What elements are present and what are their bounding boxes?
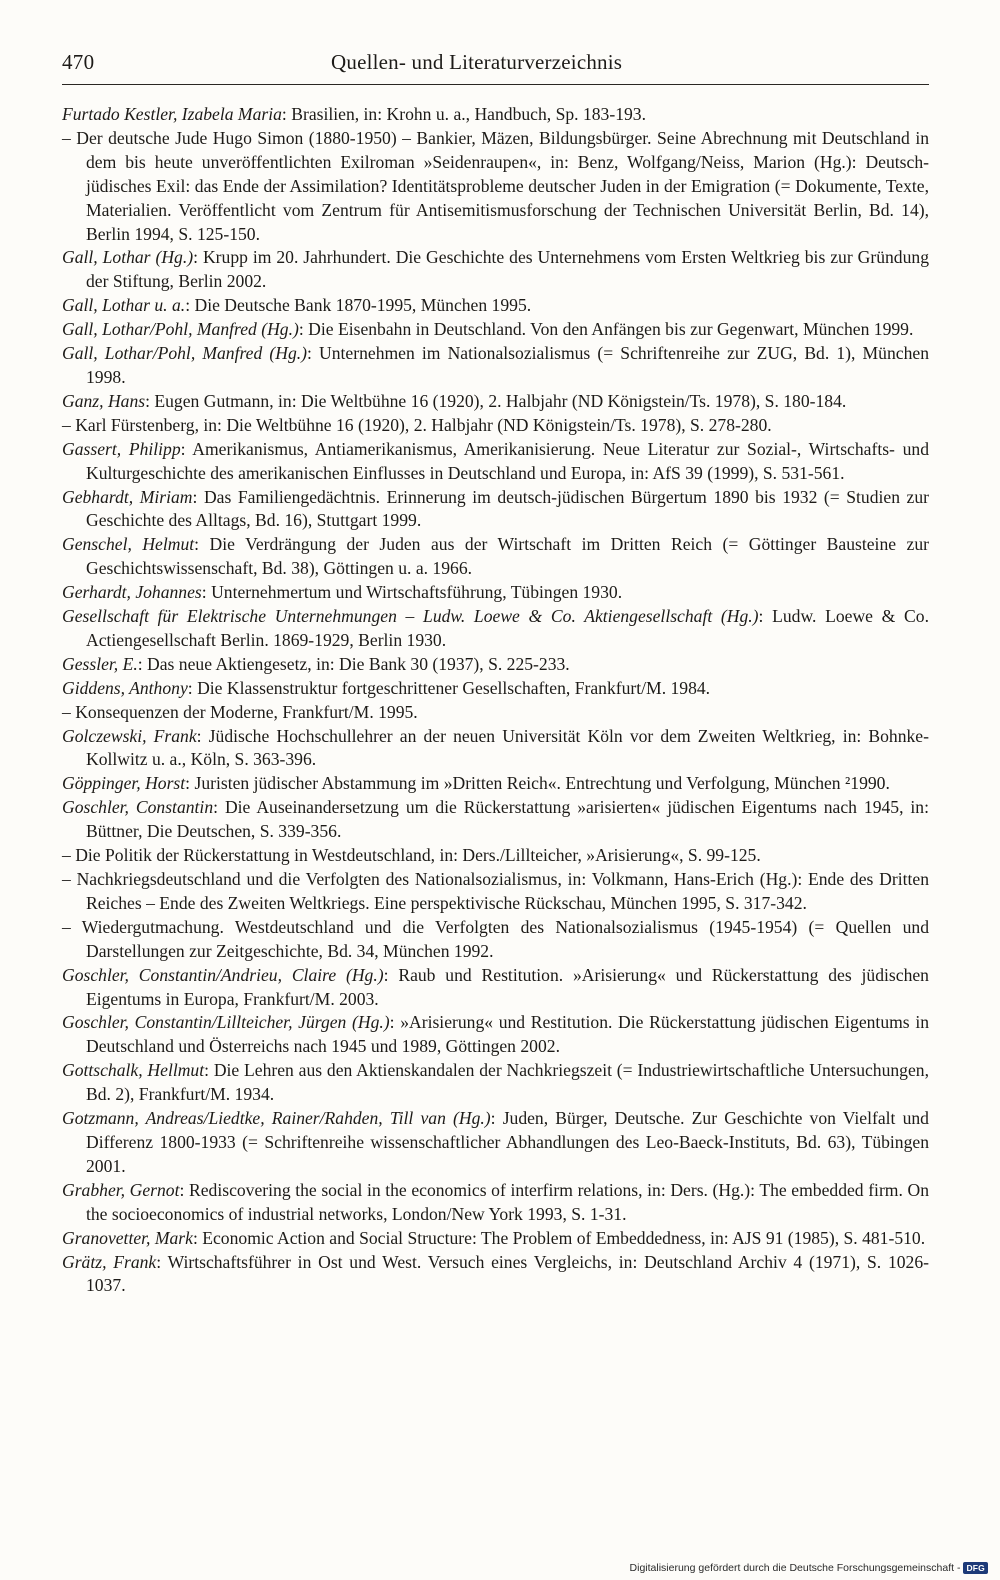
entry-separator: : bbox=[298, 319, 309, 340]
entry-author: Gall, Lothar/Pohl, Manfred (Hg.) bbox=[62, 343, 308, 364]
bibliography-entry bbox=[62, 533, 929, 581]
digitization-credit-text: Digitalisierung gefördert durch die Deutsche Forschungsgemeinschaft - bbox=[629, 1562, 961, 1574]
entry-text: Das Familiengedächtnis. Erinnerung im deutsch-jüdischen Bürgertum 1890 bis 1932 (= Studien zur Geschichte des Alltags, Bd. 16), Stuttgart 1999. bbox=[86, 486, 929, 531]
entry-author: Ganz, Hans bbox=[62, 390, 146, 411]
entry-author: Gesellschaft für Elektrische Unternehmungen – Ludw. Loewe & Co. Aktiengesellschaft (Hg.) bbox=[62, 606, 759, 627]
bibliography-entry bbox=[62, 701, 929, 725]
entry-text: Raub und Restitution. »Arisierung« und Rückerstattung des jüdischen Eigentums in Europa, Frankfurt/M. 2003. bbox=[86, 964, 929, 1009]
entry-text: Die Auseinandersetzung um die Rückerstattung »arisierten« jüdischen Eigentums nach 1945, in: Büttner, Die Deutschen, S. 339-356. bbox=[86, 797, 929, 842]
entry-text: – Die Politik der Rückerstattung in Westdeutschland, in: Ders./Lillteicher, »Arisierung«, S. 99-125. bbox=[62, 845, 761, 866]
bibliography-entry bbox=[62, 103, 929, 127]
digitization-credit bbox=[630, 1562, 988, 1574]
bibliography-entry bbox=[62, 1011, 929, 1059]
page-header bbox=[62, 48, 929, 85]
entry-text: Amerikanismus, Antiamerikanismus, Amerikanisierung. Neue Literatur zur Sozial-, Wirtschafts- und Kulturgeschichte des amerikanischen Einflusses in Deutschland und Europa, in: AfS 39 (1999), S. 531-561. bbox=[86, 438, 929, 483]
entry-separator: : bbox=[193, 247, 203, 268]
entry-text: Die Eisenbahn in Deutschland. Von den Anfängen bis zur Gegenwart, München 1999. bbox=[308, 319, 914, 340]
entry-author: Goschler, Constantin/Lillteicher, Jürgen (Hg.) bbox=[62, 1012, 390, 1033]
entry-author: Göppinger, Horst bbox=[62, 773, 186, 794]
entry-author: Goschler, Constantin bbox=[62, 797, 214, 818]
entry-text: Brasilien, in: Krohn u. a., Handbuch, Sp. 183-193. bbox=[291, 104, 646, 124]
entry-author: Grabher, Gernot bbox=[62, 1179, 180, 1200]
bibliography-entry bbox=[62, 772, 929, 796]
bibliography-entry bbox=[62, 796, 929, 844]
entry-author: Gall, Lothar/Pohl, Manfred (Hg.) bbox=[62, 319, 299, 340]
entry-separator: : bbox=[389, 1012, 401, 1033]
entry-separator: : bbox=[307, 343, 320, 364]
bibliography-entry bbox=[62, 318, 929, 342]
bibliography-entry bbox=[62, 1227, 929, 1251]
entry-author: Furtado Kestler, Izabela Maria bbox=[62, 104, 282, 124]
bibliography-entry bbox=[62, 414, 929, 438]
bibliography-entry bbox=[62, 725, 929, 773]
entry-separator: : bbox=[192, 486, 204, 507]
entry-separator: : bbox=[213, 797, 225, 818]
entry-author: Gassert, Philipp bbox=[62, 438, 181, 459]
entry-separator: : bbox=[185, 773, 195, 794]
dfg-logo: DFG bbox=[963, 1562, 988, 1574]
entry-author: Gessler, E. bbox=[62, 653, 138, 674]
entry-text: Eugen Gutmann, in: Die Weltbühne 16 (1920), 2. Halbjahr (ND Königstein/Ts. 1978), S. 180-184. bbox=[154, 390, 847, 411]
entry-author: Golczewski, Frank bbox=[62, 725, 197, 746]
bibliography-entry bbox=[62, 342, 929, 390]
entry-text: Unternehmertum und Wirtschaftsführung, Tübingen 1930. bbox=[211, 582, 623, 603]
bibliography-entry bbox=[62, 916, 929, 964]
entry-author: Gall, Lothar (Hg.) bbox=[62, 247, 194, 268]
entry-separator: : bbox=[194, 534, 210, 555]
bibliography-entry bbox=[62, 1251, 929, 1299]
bibliography-entry bbox=[62, 1107, 929, 1179]
entry-author: Gotzmann, Andreas/Liedtke, Rainer/Rahden, Till van (Hg.) bbox=[62, 1108, 491, 1129]
entry-text: – Konsequenzen der Moderne, Frankfurt/M. 1995. bbox=[62, 701, 418, 722]
entry-author: Gebhardt, Miriam bbox=[62, 486, 193, 507]
entry-text: Wirtschaftsführer in Ost und West. Versuch eines Vergleichs, in: Deutschland Archiv 4 (1971), S. 1026-1037. bbox=[86, 1251, 929, 1296]
bibliography-list bbox=[62, 103, 929, 1298]
bibliography-entry bbox=[62, 127, 929, 247]
entry-separator: : bbox=[156, 1251, 168, 1272]
bibliography-entry bbox=[62, 294, 929, 318]
running-head: Quellen- und Literaturverzeichnis bbox=[331, 50, 623, 74]
entry-separator: : bbox=[204, 1060, 214, 1081]
entry-separator: : bbox=[187, 677, 198, 698]
entry-text: Ludw. Loewe & Co. Actiengesellschaft Berlin. 1869-1929, Berlin 1930. bbox=[86, 606, 929, 650]
entry-separator: : bbox=[281, 104, 292, 124]
entry-author: Granovetter, Mark bbox=[62, 1227, 193, 1248]
entry-author: Gall, Lothar u. a. bbox=[62, 295, 186, 316]
entry-text: »Arisierung« und Restitution. Die Rückerstattung jüdischen Eigentums in Deutschland und Österreichs nach 1945 und 1989, Göttingen 2002. bbox=[86, 1012, 929, 1057]
bibliography-entry bbox=[62, 1179, 929, 1227]
entry-text: – Nachkriegsdeutschland und die Verfolgten des Nationalsozialismus, in: Volkmann, Hans-Erich (Hg.): Ende des Dritten Reiches – Ende des Zweiten Weltkriegs. Eine perspektivische Rückschau, München 1995, S. 317-342. bbox=[62, 869, 929, 913]
entry-text: – Karl Fürstenberg, in: Die Weltbühne 16 (1920), 2. Halbjahr (ND Königstein/Ts. 1978), S. 278-280. bbox=[62, 414, 772, 435]
entry-text: Die Klassenstruktur fortgeschrittener Gesellschaften, Frankfurt/M. 1984. bbox=[197, 677, 711, 698]
entry-text: Die Deutsche Bank 1870-1995, München 1995. bbox=[194, 295, 532, 316]
bibliography-entry bbox=[62, 868, 929, 916]
entry-separator: : bbox=[180, 438, 193, 459]
entry-author: Grätz, Frank bbox=[62, 1251, 157, 1272]
page-number: 470 bbox=[62, 50, 95, 74]
entry-text: Juden, Bürger, Deutsche. Zur Geschichte von Vielfalt und Differenz 1800-1933 (= Schriftenreihe wissenschaftlicher Abhandlungen des Leo-Baeck-Instituts, Bd. 63), Tübingen 2001. bbox=[86, 1108, 929, 1176]
entry-separator: : bbox=[490, 1108, 503, 1129]
bibliography-entry bbox=[62, 581, 929, 605]
bibliography-entry bbox=[62, 677, 929, 701]
entry-separator: : bbox=[179, 1179, 189, 1200]
entry-separator: : bbox=[201, 582, 212, 603]
bibliography-entry bbox=[62, 964, 929, 1012]
entry-author: Giddens, Anthony bbox=[62, 677, 188, 698]
entry-text: – Wiedergutmachung. Westdeutschland und die Verfolgten des Nationalsozialismus (1945-1954) (= Quellen und Darstellungen zur Zeitgeschichte, Bd. 34, München 1992. bbox=[62, 916, 929, 961]
entry-text: Das neue Aktiengesetz, in: Die Bank 30 (1937), S. 225-233. bbox=[147, 653, 570, 674]
entry-author: Genschel, Helmut bbox=[62, 534, 195, 555]
entry-text: Economic Action and Social Structure: The Problem of Embeddedness, in: AJS 91 (1985), S. 481-510. bbox=[202, 1227, 926, 1248]
bibliography-entry bbox=[62, 605, 929, 653]
entry-separator: : bbox=[145, 390, 155, 411]
bibliography-entry bbox=[62, 1059, 929, 1107]
bibliography-entry bbox=[62, 486, 929, 534]
entry-author: Goschler, Constantin/Andrieu, Claire (Hg.) bbox=[62, 964, 384, 985]
entry-author: Gottschalk, Hellmut bbox=[62, 1060, 205, 1081]
bibliography-entry bbox=[62, 438, 929, 486]
bibliography-entry bbox=[62, 246, 929, 294]
entry-separator: : bbox=[137, 653, 148, 674]
bibliography-entry bbox=[62, 653, 929, 677]
entry-separator: : bbox=[185, 295, 195, 316]
entry-text: Unternehmen im Nationalsozialismus (= Schriftenreihe zur ZUG, Bd. 1), München 1998. bbox=[86, 343, 929, 387]
bibliography-entry bbox=[62, 844, 929, 868]
entry-separator: : bbox=[758, 606, 773, 627]
entry-text: Rediscovering the social in the economics of interfirm relations, in: Ders. (Hg.): The embedded firm. On the socioeconomics of industrial networks, London/New York 1993, S. 1-31. bbox=[86, 1179, 929, 1224]
entry-text: – Der deutsche Jude Hugo Simon (1880-1950) – Bankier, Mäzen, Bildungsbürger. Seine Abrechnung mit Deutschland in dem bis heute unveröffentlichten Exilroman »Seidenraupen«, in: Benz, Wolfgang/Neiss, Marion (Hg.): Deutsch-jüdisches Exil: das Ende der Assimilation? Identitätsprobleme deutscher Juden in der Emigration (= Dokumente, Texte, Materialien. Veröffentlicht vom Zentrum für Antisemitismusforschung der Technischen Universität Berlin, Bd. 14), Berlin 1994, S. 125-150. bbox=[62, 127, 929, 244]
entry-text: Die Verdrängung der Juden aus der Wirtschaft im Dritten Reich (= Göttinger Bausteine zur Geschichtswissenschaft, Bd. 38), Göttingen u. a. 1966. bbox=[86, 534, 930, 579]
entry-text: Die Lehren aus den Aktienskandalen der Nachkriegszeit (= Industriewirtschaftliche Untersuchungen, Bd. 2), Frankfurt/M. 1934. bbox=[86, 1060, 929, 1105]
entry-separator: : bbox=[192, 1227, 203, 1248]
entry-author: Gerhardt, Johannes bbox=[62, 582, 202, 603]
bibliography-entry bbox=[62, 390, 929, 414]
entry-separator: : bbox=[383, 964, 399, 985]
entry-text: Jüdische Hochschullehrer an der neuen Universität Köln vor dem Zweiten Weltkrieg, in: Bohnke-Kollwitz u. a., Köln, S. 363-396. bbox=[86, 725, 929, 770]
entry-separator: : bbox=[196, 725, 209, 746]
entry-text: Krupp im 20. Jahrhundert. Die Geschichte des Unternehmens vom Ersten Weltkrieg bis zur Gründung der Stiftung, Berlin 2002. bbox=[86, 247, 929, 292]
entry-text: Juristen jüdischer Abstammung im »Dritten Reich«. Entrechtung und Verfolgung, München ²1990. bbox=[194, 773, 890, 794]
